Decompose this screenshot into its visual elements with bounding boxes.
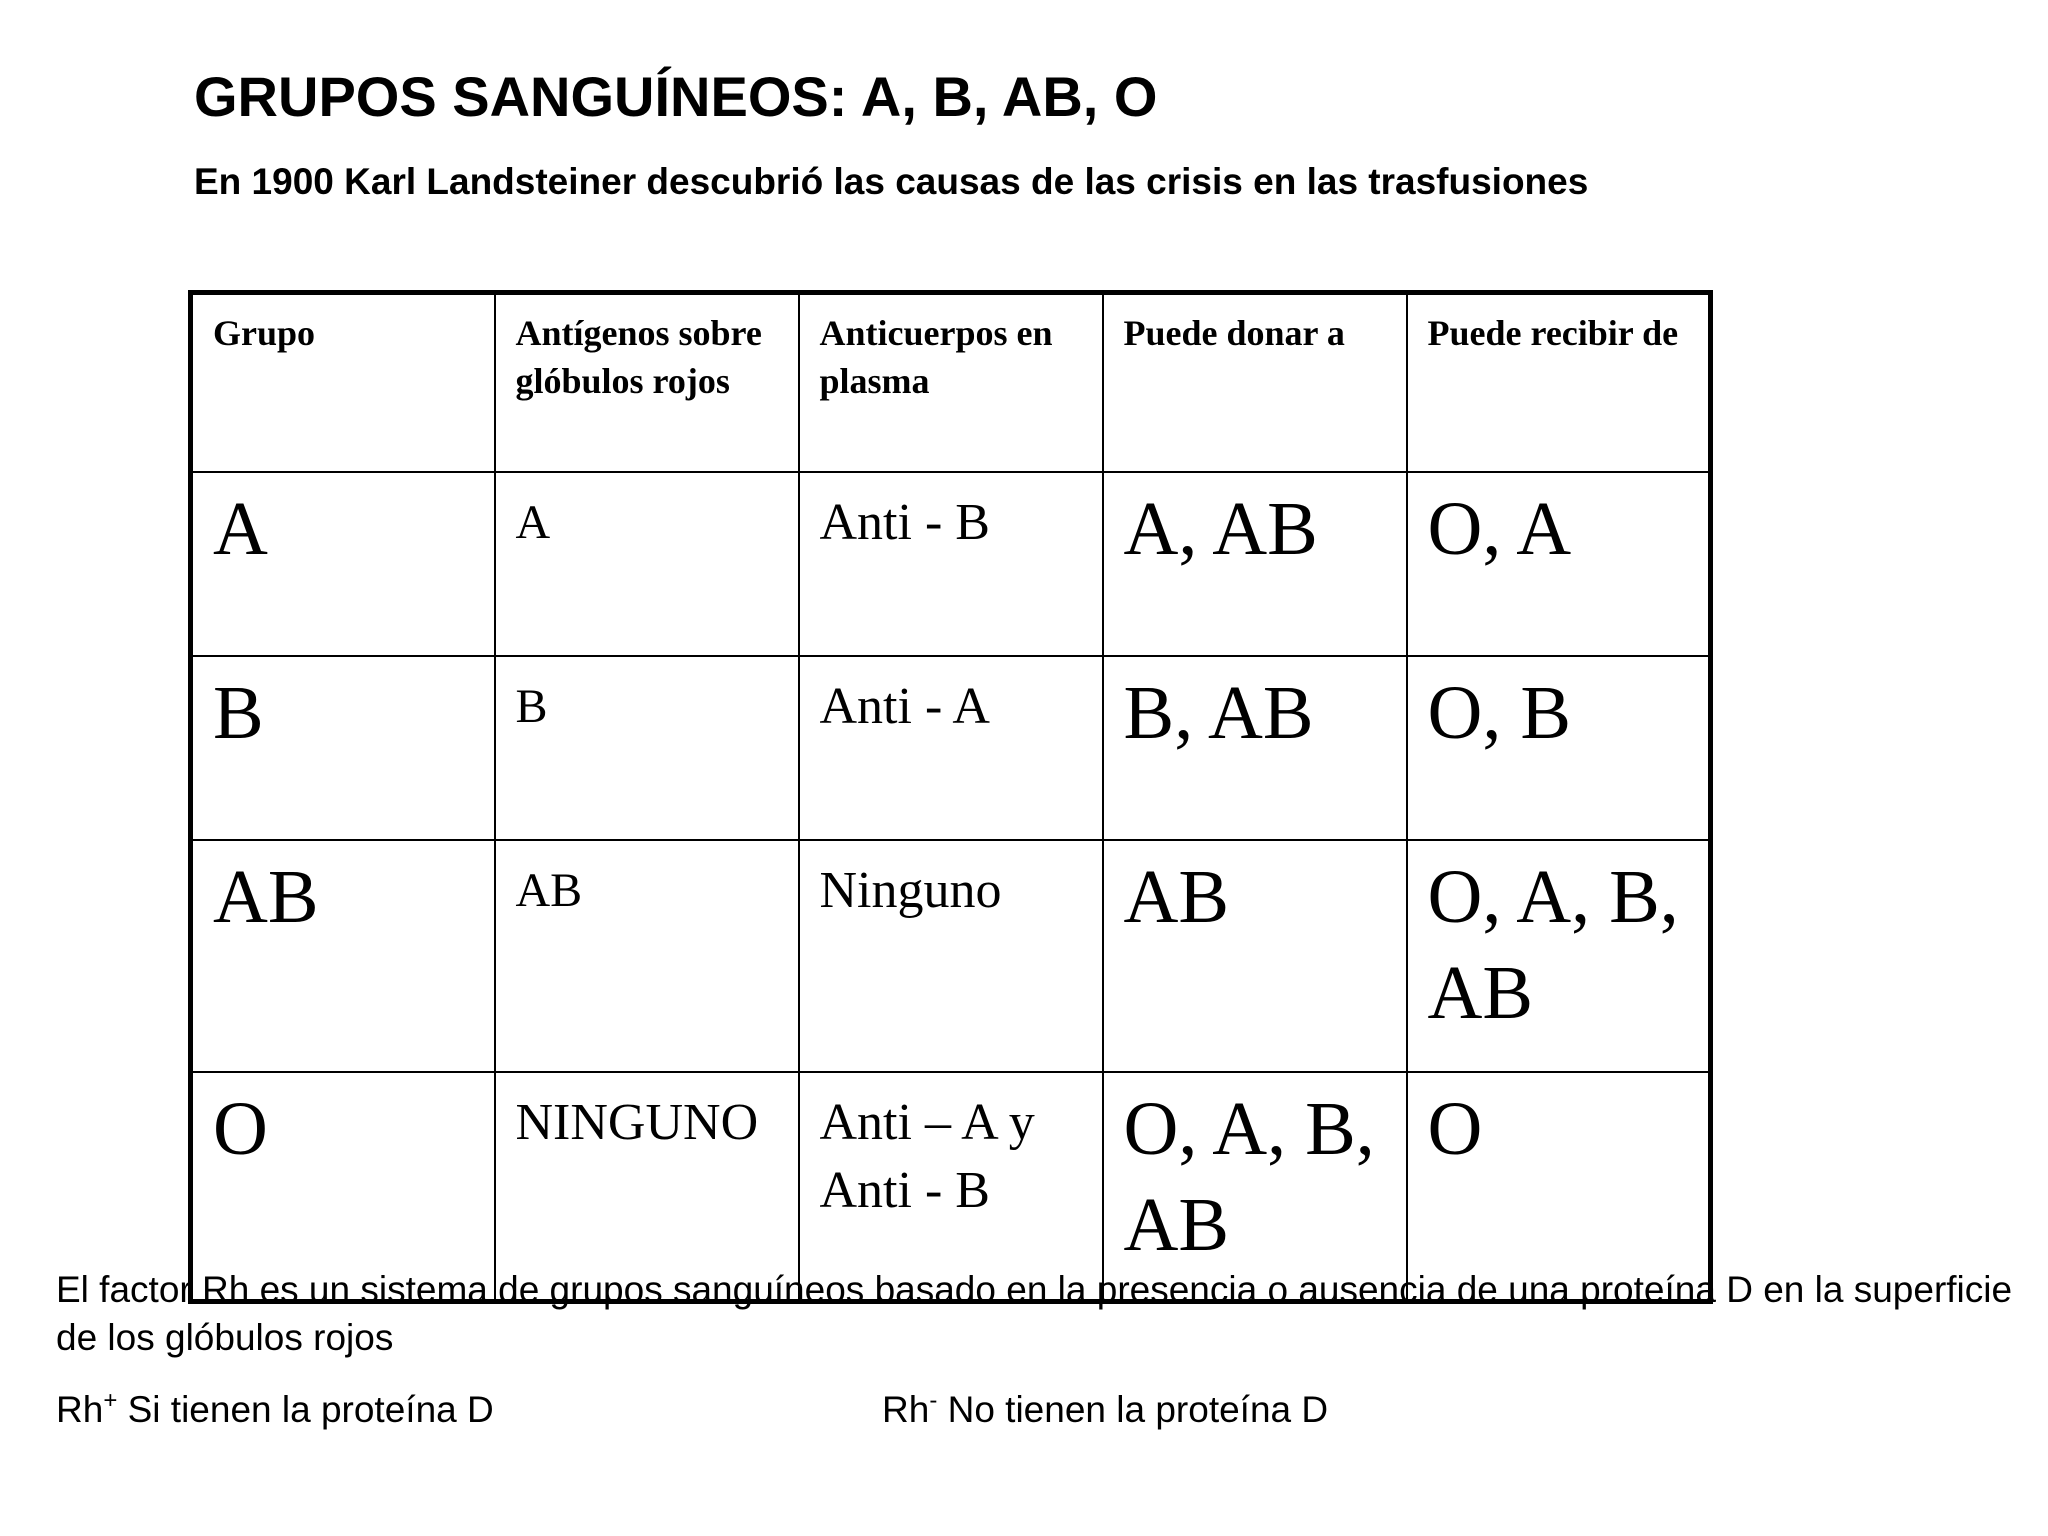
cell-recibir: O, A, B, AB [1407, 840, 1711, 1072]
rh-description: El factor Rh es un sistema de grupos sanguíneos basado en la presencia o ausencia de una proteína D en la superficie de los glóbulos rojos [56, 1269, 2013, 1358]
blood-group-table [188, 290, 1713, 1304]
rh-positive-text: Si tienen la proteína D [117, 1389, 494, 1430]
table-header-row [191, 293, 1711, 473]
cell-anticuerpos: Anti - A [799, 656, 1103, 840]
cell-donar: A, AB [1103, 472, 1407, 656]
cell-antigenos: NINGUNO [495, 1072, 799, 1302]
slide-title: GRUPOS SANGUÍNEOS: A, B, AB, O [194, 65, 1158, 128]
rh-positive [56, 1386, 494, 1434]
header-puede-recibir: Puede recibir de [1407, 293, 1711, 473]
rh-negative-label: Rh [882, 1389, 930, 1430]
cell-recibir: O, B [1407, 656, 1711, 840]
table-row [191, 472, 1711, 656]
table-row [191, 656, 1711, 840]
cell-donar: AB [1103, 840, 1407, 1072]
cell-recibir: O [1407, 1072, 1711, 1302]
cell-grupo: O [191, 1072, 495, 1302]
cell-donar: O, A, B, AB [1103, 1072, 1407, 1302]
cell-anticuerpos: Ninguno [799, 840, 1103, 1072]
slide-subtitle: En 1900 Karl Landsteiner descubrió las causas de las crisis en las trasfusiones [194, 161, 1589, 202]
rh-negative [882, 1386, 1328, 1434]
cell-antigenos: B [495, 656, 799, 840]
cell-anticuerpos: Anti – A y Anti - B [799, 1072, 1103, 1302]
cell-anticuerpos: Anti - B [799, 472, 1103, 656]
cell-grupo: B [191, 656, 495, 840]
cell-grupo: AB [191, 840, 495, 1072]
cell-donar: B, AB [1103, 656, 1407, 840]
cell-antigenos: AB [495, 840, 799, 1072]
cell-grupo: A [191, 472, 495, 656]
rh-positive-label: Rh [56, 1389, 104, 1430]
header-antigenos: Antígenos sobre glóbulos rojos [495, 293, 799, 473]
table-row [191, 840, 1711, 1072]
rh-negative-text: No tienen la proteína D [937, 1389, 1329, 1430]
rh-positive-sign: + [103, 1387, 118, 1414]
cell-recibir: O, A [1407, 472, 1711, 656]
cell-antigenos: A [495, 472, 799, 656]
rh-negative-sign: - [929, 1387, 938, 1414]
header-anticuerpos: Anticuerpos en plasma [799, 293, 1103, 473]
header-grupo: Grupo [191, 293, 495, 473]
header-puede-donar: Puede donar a [1103, 293, 1407, 473]
